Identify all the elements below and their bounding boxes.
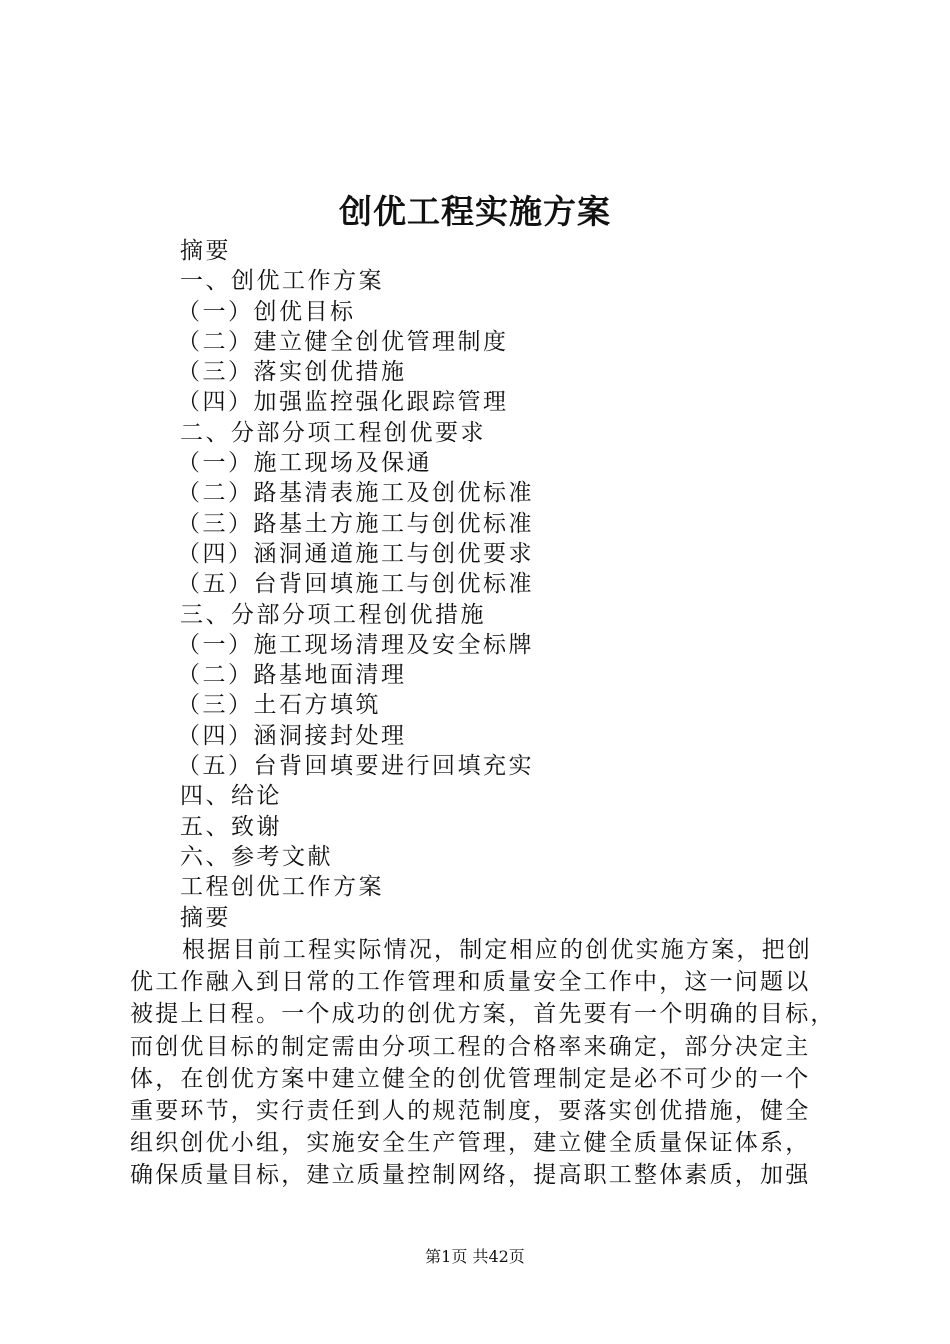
toc-line: （二）路基清表施工及创优标准 bbox=[177, 480, 534, 507]
paragraph-line: 而创优目标的制定需由分项工程的合格率来确定，部分决定主 bbox=[130, 1033, 811, 1060]
toc-line: （五）台背回填要进行回填充实 bbox=[177, 753, 534, 780]
toc-line: （四）涵洞通道施工与创优要求 bbox=[177, 540, 534, 567]
toc-line: （一）施工现场清理及安全标牌 bbox=[177, 631, 534, 658]
toc-line: 四、给论 bbox=[180, 783, 282, 810]
toc-line: （三）土石方填筑 bbox=[177, 692, 381, 719]
paragraph-line: 体，在创优方案中建立健全的创优管理制定是必不可少的一个 bbox=[130, 1065, 811, 1092]
toc-line: （一）创优目标 bbox=[177, 298, 356, 325]
toc-line: （二）建立健全创优管理制度 bbox=[177, 328, 509, 355]
paragraph-line: 组织创优小组，实施安全生产管理，建立健全质量保证体系， bbox=[130, 1130, 811, 1157]
toc-line: 三、分部分项工程创优措施 bbox=[180, 601, 486, 628]
toc-line: 摘要 bbox=[180, 238, 231, 264]
toc-line: （四）涵洞接封处理 bbox=[177, 722, 407, 749]
paragraph-line: 优工作融入到日常的工作管理和质量安全工作中，这一问题以 bbox=[130, 969, 811, 996]
table-of-contents bbox=[177, 236, 534, 933]
toc-line: 五、致谢 bbox=[180, 813, 282, 840]
paragraph-line: 被提上日程。一个成功的创优方案，首先要有一个明确的目标， bbox=[130, 1001, 836, 1028]
paragraph-line: 根据目前工程实际情况，制定相应的创优实施方案，把创 bbox=[182, 937, 812, 963]
paragraph-line: 重要环节，实行责任到人的规范制度，要落实创优措施，健全 bbox=[130, 1097, 811, 1124]
toc-line: （一）施工现场及保通 bbox=[177, 450, 432, 477]
abstract-heading: 摘要 bbox=[180, 904, 231, 931]
toc-line: （二）路基地面清理 bbox=[177, 662, 407, 689]
toc-line: （五）台背回填施工与创优标准 bbox=[177, 571, 534, 598]
page-footer: 第1页 共42页 bbox=[425, 1247, 525, 1266]
section-heading: 工程创优工作方案 bbox=[180, 874, 384, 901]
toc-line: 二、分部分项工程创优要求 bbox=[180, 419, 486, 446]
toc-line: （三）落实创优措施 bbox=[177, 359, 407, 386]
abstract-paragraph bbox=[130, 934, 836, 1192]
toc-line: 一、创优工作方案 bbox=[180, 268, 384, 295]
toc-line: （四）加强监控强化跟踪管理 bbox=[177, 389, 509, 416]
document-title: 创优工程实施方案 bbox=[339, 192, 611, 231]
paragraph-line: 确保质量目标，建立质量控制网络，提高职工整体素质，加强 bbox=[130, 1162, 811, 1189]
toc-line: 六、参考文献 bbox=[180, 843, 333, 870]
toc-line: （三）路基土方施工与创优标准 bbox=[177, 510, 534, 537]
